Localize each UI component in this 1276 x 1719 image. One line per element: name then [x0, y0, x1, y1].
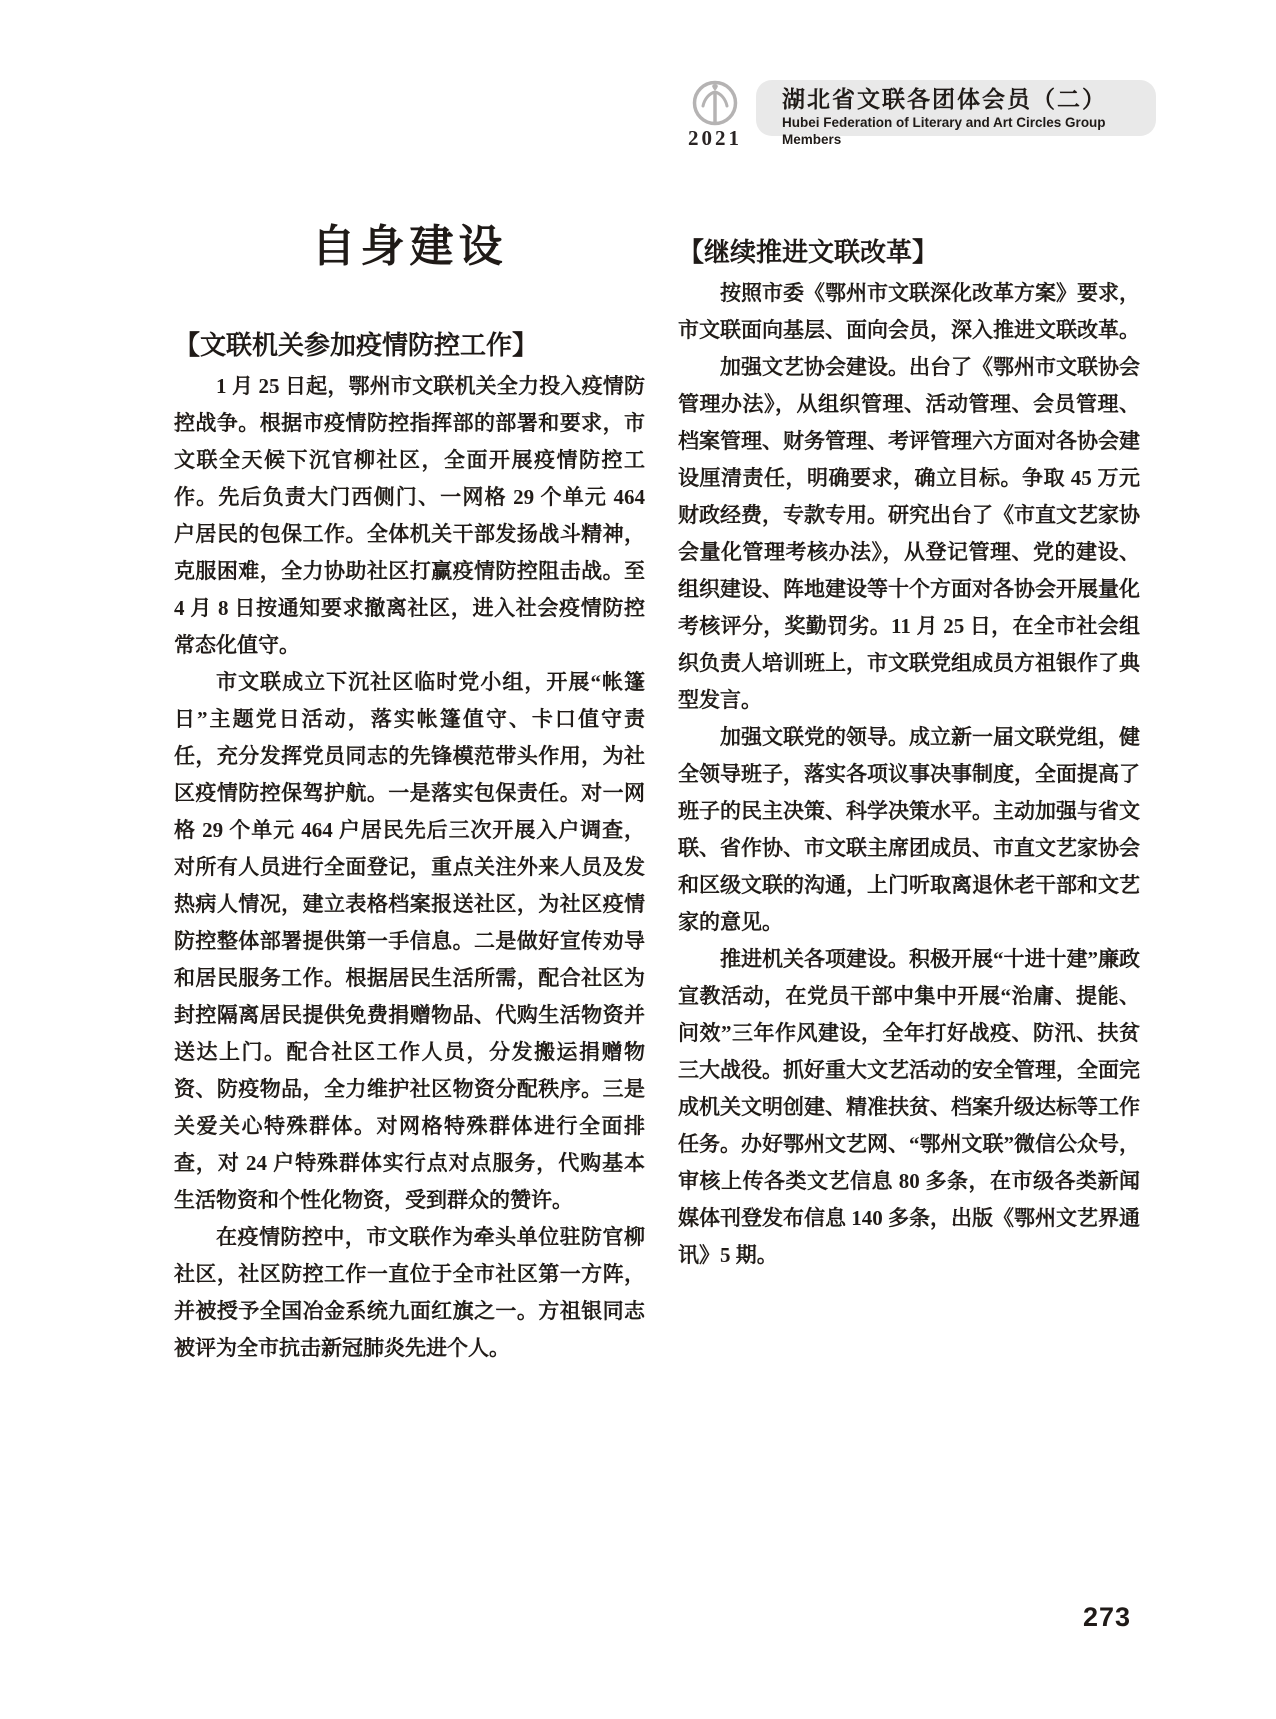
paragraph: 市文联成立下沉社区临时党小组，开展“帐篷日”主题党日活动，落实帐篷值守、卡口值守责任，充分发挥党员同志的先锋模范带头作用，为社区疫情防控保驾护航。一是落实包保责任。对一网格 29 个单元 464 户居民先后三次开展入户调查，对所有人员进行全面登记，重点关注外来人员及发热病人情况，建立表格档案报送社区，为社区疫情防控整体部署提供第一手信息。二是做好宣传劝导和居民服务工作。根据居民生活所需，配合社区为封控隔离居民提供免费捐赠物品、代购生活物资并送达上门。配合社区工作人员，分发搬运捐赠物资、防疫物品，全力维护社区物资分配秩序。三是关爱关心特殊群体。对网格特殊群体进行全面排查，对 24 户特殊群体实行点对点服务，代购基本生活物资和个性化物资，受到群众的赞许。 [174, 670, 645, 1212]
paragraph: 1 月 25 日起，鄂州市文联机关全力投入疫情防控战争。根据市疫情防控指挥部的部署和要求，市文联全天候下沉官柳社区，全面开展疫情防控工作。先后负责大门西侧门、一网格 29 个单元 464 户居民的包保工作。全体机关干部发扬战斗精神，克服困难，全力协助社区打赢疫情防控阻击战。至 4 月 8 日按通知要求撤离社区，进入社会疫情防控常态化值守。 [174, 374, 645, 657]
paragraph: 加强文艺协会建设。出台了《鄂州市文联协会管理办法》，从组织管理、活动管理、会员管理、档案管理、财务管理、考评管理六方面对各协会建设厘清责任，明确要求，确立目标。争取 45 万元财政经费，专款专用。研究出台了《市直文艺家协会量化管理考核办法》，从登记管理、党的建设、组织建设、阵地建设等十个方面对各协会开展量化考核评分，奖勤罚劣。11 月 25 日，在全市社会组织负责人培训班上，市文联党组成员方祖银作了典型发言。 [678, 355, 1140, 712]
paragraph: 推进机关各项建设。积极开展“十进十建”廉政宣教活动，在党员干部中集中开展“治庸、提能、问效”三年作风建设，全年打好战疫、防汛、扶贫三大战役。抓好重大文艺活动的安全管理，全面完成机关文明创建、精准扶贫、档案升级达标等工作任务。办好鄂州文艺网、“鄂州文联”微信公众号，审核上传各类文艺信息 80 多条，在市级各类新闻媒体刊登发布信息 140 多条，出版《鄂州文艺界通讯》5 期。 [678, 947, 1140, 1267]
left-column [174, 325, 645, 1367]
banner-title-en: Hubei Federation of Literary and Art Circles Group Members [782, 115, 1106, 147]
page-number: 273 [1083, 1602, 1132, 1632]
paragraph: 按照市委《鄂州市文联深化改革方案》要求，市文联面向基层、面向会员，深入推进文联改革。 [678, 281, 1140, 342]
page-title: 自身建设 [311, 222, 508, 271]
left-section-header: 【文联机关参加疫情防控工作】 [174, 330, 539, 360]
header-year: 2021 [688, 126, 742, 150]
right-section-header: 【继续推进文联改革】 [678, 237, 939, 267]
emblem-svg [690, 76, 740, 128]
federation-emblem-icon [690, 76, 740, 128]
banner-title-zh: 湖北省文联各团体会员（二） [782, 86, 1107, 112]
left-column-body [174, 368, 645, 1367]
paragraph: 在疫情防控中，市文联作为牵头单位驻防官柳社区，社区防控工作一直位于全市社区第一方阵，并被授予全国冶金系统九面红旗之一。方祖银同志被评为全市抗击新冠肺炎先进个人。 [174, 1225, 645, 1360]
header-banner [756, 80, 1156, 147]
paragraph: 加强文联党的领导。成立新一届文联党组，健全领导班子，落实各项议事决事制度，全面提高了班子的民主决策、科学决策水平。主动加强与省文联、省作协、市文联主席团成员、市直文艺家协会和区级文联的沟通，上门听取离退休老干部和文艺家的意见。 [678, 725, 1140, 934]
right-column [678, 232, 1140, 1274]
right-column-body [678, 275, 1140, 1274]
